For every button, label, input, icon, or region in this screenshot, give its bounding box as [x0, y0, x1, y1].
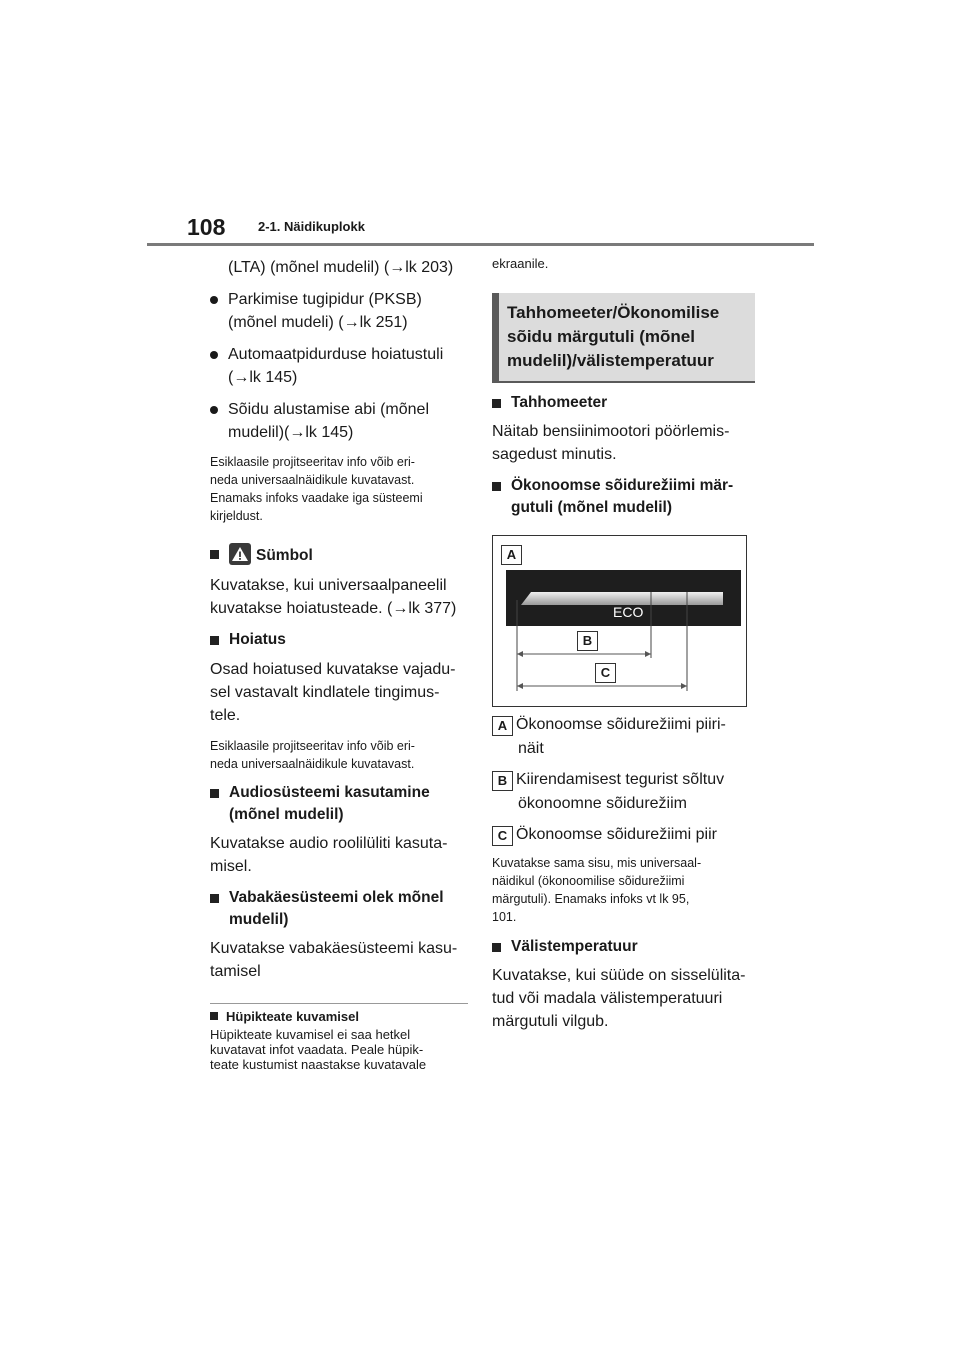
eco-heading [492, 475, 754, 519]
text-line: Kuvatakse audio roolilüliti kasuta- [210, 835, 448, 852]
popup-continuation: ekraanile. [492, 256, 549, 271]
audio-description [210, 832, 472, 878]
note-line: kirjeldust. [210, 509, 263, 523]
callout-line: Kiirendamisest tegurist sõltuv [516, 771, 725, 788]
bullet-line: (mõnel mudeli) (→lk 251) [228, 314, 408, 331]
eco-bar-graphic [493, 536, 748, 708]
text-line: sagedust minutis. [492, 446, 617, 463]
note-line: Esiklaasile projitseeritav info võib eri- [210, 455, 415, 469]
eco-indicator-diagram [492, 535, 747, 707]
bullet-item [210, 288, 472, 334]
callout-line: ökonoomne sõidurežiim [518, 795, 687, 812]
popup-description [210, 1027, 472, 1072]
left-column [210, 254, 472, 1072]
popup-heading [210, 1008, 472, 1025]
square-bullet-icon [210, 1012, 218, 1020]
lta-continuation: (LTA) (mõnel mudelil) (→lk 203) [228, 259, 454, 276]
popup-heading-text: Hüpikteate kuvamisel [226, 1009, 359, 1024]
bullet-line: (→lk 145) [228, 369, 298, 386]
bullet-icon [210, 406, 218, 414]
bullet-item [210, 398, 472, 444]
square-bullet-icon [210, 789, 219, 798]
callout-line: Ökonoomse sõidurežiimi piir [516, 826, 717, 843]
heading-line: gutuli (mõnel mudelil) [511, 499, 673, 516]
note-line: 101. [492, 910, 517, 924]
note-line: Kuvatakse sama sisu, mis universaal- [492, 856, 702, 870]
heading-line: Ökonoomse sõidurežiimi mär- [511, 477, 734, 494]
box-title-line: Tahhomeeter/Ökonomilise [507, 303, 720, 322]
square-bullet-icon [210, 636, 219, 645]
tacho-heading [492, 392, 754, 414]
callout-label: B [492, 771, 513, 791]
diagram-label-b: B [577, 631, 598, 651]
bullet-line: mudelil)(→lk 145) [228, 424, 354, 441]
text-line: Kuvatakse, kui süüde on sisselülita- [492, 967, 746, 984]
projection-note [210, 453, 472, 525]
text-line: märgutuli vilgub. [492, 1013, 609, 1030]
note-line: Hüpikteate kuvamisel ei saa hetkel [210, 1027, 411, 1042]
callout-label: A [492, 716, 513, 736]
box-title-line: sõidu märgutuli (mõnel [507, 327, 695, 346]
callout-line: Ökonoomse sõidurežiimi piiri- [516, 716, 726, 733]
heading-line: (mõnel mudelil) [229, 806, 344, 823]
text-line: Kuvatakse vabakäesüsteemi kasu- [210, 940, 458, 957]
temperature-heading [492, 936, 754, 958]
callout-item [492, 823, 754, 847]
square-bullet-icon [492, 943, 501, 952]
right-column [492, 254, 754, 1033]
section-heading-box [492, 293, 755, 383]
eco-label: ECO [613, 604, 644, 620]
projection-note-2 [210, 737, 472, 773]
section-title: 2-1. Näidikuplokk [258, 219, 365, 234]
callout-label: C [492, 826, 513, 846]
tacho-heading-text: Tahhomeeter [511, 394, 608, 411]
tacho-description [492, 420, 754, 466]
note-line: teate kustumist naastakse kuvatavale [210, 1057, 427, 1072]
callout-item [492, 713, 754, 761]
text-line: tud või madala välistemperatuuri [492, 990, 723, 1007]
audio-heading [210, 782, 472, 826]
callout-item [492, 768, 754, 816]
handsfree-heading [210, 887, 472, 931]
eco-note [492, 854, 754, 926]
callout-line: näit [518, 740, 544, 757]
symbol-heading-text: Sümbol [256, 547, 313, 564]
bullet-line: Automaatpidurduse hoiatustuli [228, 346, 444, 363]
text-line: kuvatakse hoiatusteade. (→lk 377) [210, 600, 457, 617]
square-bullet-icon [210, 894, 219, 903]
square-bullet-icon [210, 550, 219, 559]
note-line: näidikul (ökonoomilise sõidurežiimi [492, 874, 685, 888]
text-line: Näitab bensiinimootori pöörlemis- [492, 423, 730, 440]
warning-heading [210, 629, 472, 651]
note-line: neda universaalnäidikule kuvatavast. [210, 473, 415, 487]
text-line: tele. [210, 707, 241, 724]
note-divider [210, 1003, 468, 1004]
note-line: märgutuli). Enamaks infoks vt lk 95, [492, 892, 690, 906]
note-line: Esiklaasile projitseeritav info võib eri- [210, 739, 415, 753]
warning-description [210, 658, 472, 727]
text-line: sel vastavalt kindlatele tingimus- [210, 684, 440, 701]
diagram-label-c: C [595, 663, 616, 683]
note-line: neda universaalnäidikule kuvatavast. [210, 757, 415, 771]
bullet-icon [210, 351, 218, 359]
warning-heading-text: Hoiatus [229, 631, 286, 648]
square-bullet-icon [492, 399, 501, 408]
heading-line: Vabakäesüsteemi olek mõnel [229, 889, 444, 906]
text-line: tamisel [210, 963, 261, 980]
heading-line: Audiosüsteemi kasutamine [229, 784, 430, 801]
temperature-heading-text: Välistemperatuur [511, 938, 638, 955]
text-line: Osad hoiatused kuvatakse vajadu- [210, 661, 456, 678]
handsfree-description [210, 937, 472, 983]
note-line: kuvatavat infot vaadata. Peale hüpik- [210, 1042, 424, 1057]
note-line: Enamaks infoks vaadake iga süsteemi [210, 491, 423, 505]
symbol-description [210, 574, 472, 620]
bullet-item [210, 343, 472, 389]
box-title-line: mudelil)/välistemperatuur [507, 351, 714, 370]
temperature-description [492, 964, 754, 1033]
bullet-icon [210, 296, 218, 304]
page-number: 108 [187, 214, 226, 240]
text-line: misel. [210, 858, 252, 875]
header-divider [147, 243, 814, 246]
text-line: Kuvatakse, kui universaalpaneelil [210, 577, 447, 594]
symbol-heading [210, 543, 472, 567]
diagram-label-a: A [501, 545, 522, 565]
bullet-line: Sõidu alustamise abi (mõnel [228, 401, 429, 418]
warning-triangle-icon [229, 543, 251, 565]
bullet-line: Parkimise tugipidur (PKSB) [228, 291, 422, 308]
heading-line: mudelil) [229, 911, 289, 928]
square-bullet-icon [492, 482, 501, 491]
